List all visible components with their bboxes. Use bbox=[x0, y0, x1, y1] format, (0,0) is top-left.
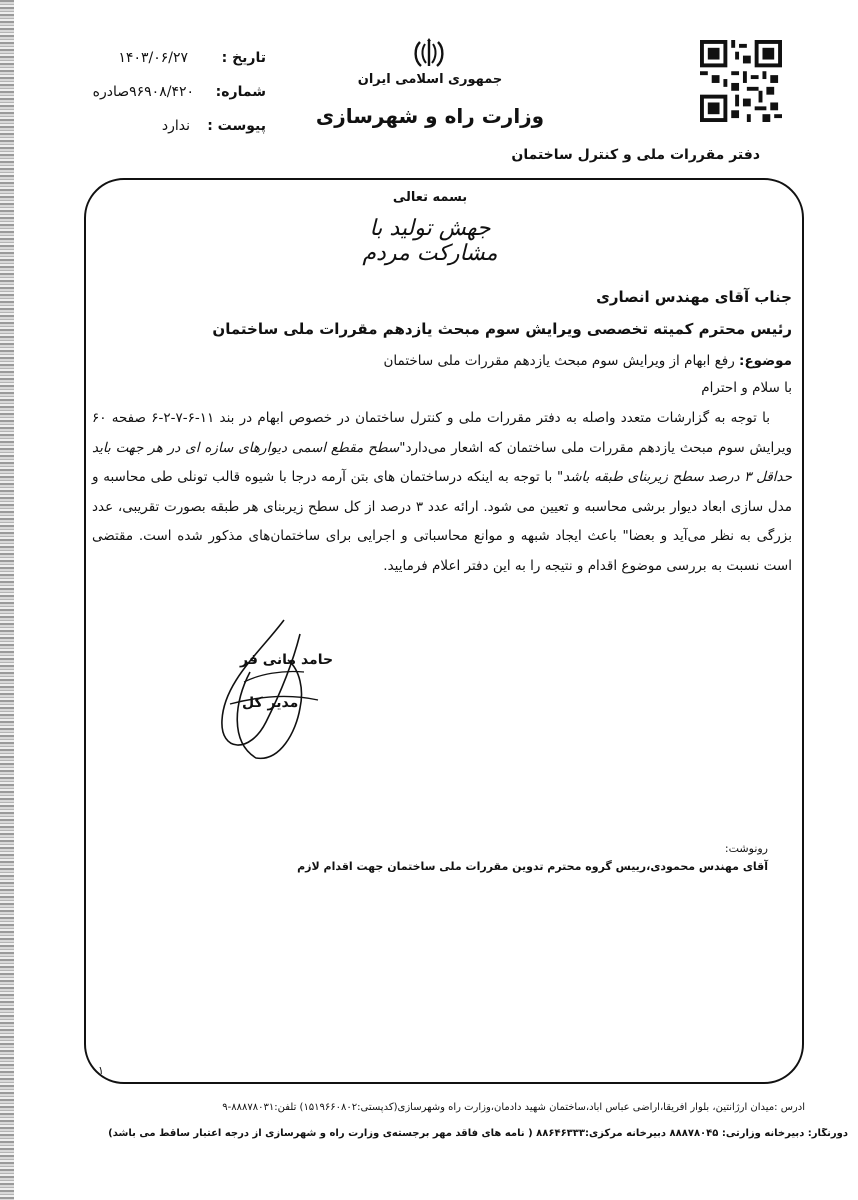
republic-name: جمهوری اسلامی ایران bbox=[357, 72, 503, 87]
footer-note: دورنگار: دبیرخانه وزارتی: ۸۸۸۷۸۰۴۵ دبیرخانه مرکزی:۸۸۶۴۶۳۳۳ ( نامه های فاقد مهر برجسته‌ی وزارت راه و شهرسازی از درجه اعتبار ساقط می باشد) bbox=[108, 1128, 848, 1139]
department-name: دفتر مقررات ملی و کنترل ساختمان bbox=[511, 147, 760, 163]
iran-emblem-icon bbox=[412, 38, 446, 70]
subject-text: رفع ابهام از ویرایش سوم مبحث یازدهم مقررات ملی ساختمان bbox=[383, 353, 735, 369]
subject-line bbox=[384, 353, 793, 369]
page-number: ۱ bbox=[98, 1064, 104, 1077]
signatory-name: حامد مانی فر bbox=[240, 652, 334, 668]
body-part-2: " با توجه به اینکه درساختمان های بتن آرمه درجا با شیوه قالب تونلی طی محاسبه و مدل سازی ابعاد دیوار برشی محاسبه و تعیین می شود. ارائه عدد ۳ درصد از کل سطح زیربنای هر طبقه بصورت تقریبی، عدد بزرگی به نظر می‌آید و بعضا" باعث ایجاد شبهه و موانع محاسباتی و اجرایی برای ساختمان‌های مذکور شده است. مقتضی است نسبت به بررسی موضوع اقدام و نتیجه را به این دفتر اعلام فرمایید. bbox=[92, 469, 793, 574]
signatory-title: مدیر کل bbox=[242, 695, 299, 711]
date-value: ۱۴۰۳/۰۶/۲۷ bbox=[118, 50, 188, 66]
body-part-1: با توجه به گزارشات متعدد واصله به دفتر مقررات ملی و کنترل ساختمان در خصوص ابهام در بند ۱۱-۶-۷-۲-۶ صفحه ۶۰ ویرایش سوم مبحث یازدهم مقررات ملی ساختمان که اشعار می‌دارد" bbox=[92, 410, 792, 456]
besmellah: بسمه تعالی bbox=[392, 190, 468, 205]
qr-code-icon bbox=[700, 40, 782, 122]
body-quote: سطح مقطع اسمی دیوارهای سازه ای در هر جهت باید حداقل ۳ درصد سطح زیربنای طبقه باشد bbox=[92, 439, 792, 485]
slogan: جهش تولید با مشارکت مردم bbox=[362, 216, 498, 266]
date-label: تاریخ : bbox=[221, 50, 266, 66]
cc-label: رونوشت: bbox=[724, 842, 768, 855]
number-value: ۹۶۹۰۸/۴۲۰صادره bbox=[92, 84, 194, 100]
footer-address: آدرس :میدان آرژانتین، بلوار آفریقا،اراضی عباس آباد،ساختمان شهید دادمان،وزارت راه وشهرسازی(کدپستی:۱۵۱۹۶۶۰۸۰۲) تلفن:۸۸۸۷۸۰۳۱-۹ bbox=[222, 1102, 805, 1113]
cc-text: آقای مهندس محمودی،رییس گروه محترم تدوین مقررات ملی ساختمان جهت اقدام لازم bbox=[297, 860, 768, 873]
greeting: با سلام و احترام bbox=[701, 380, 792, 396]
attachment-value: ندارد bbox=[161, 118, 190, 134]
signature-scribble bbox=[200, 612, 330, 762]
ministry-name: وزارت راه و شهرسازی bbox=[315, 104, 545, 128]
attachment-label: پیوست : bbox=[207, 118, 266, 134]
letter-body bbox=[92, 404, 792, 581]
number-label: شماره: bbox=[215, 84, 266, 100]
recipient: جناب آقای مهندس انصاری bbox=[596, 288, 792, 306]
letter-frame bbox=[84, 178, 804, 1084]
scan-edge bbox=[0, 0, 14, 1200]
recipient-title: رئیس محترم کمیته تخصصی ویرایش سوم مبحث یازدهم مقررات ملی ساختمان bbox=[212, 320, 792, 338]
subject-label: موضوع: bbox=[739, 353, 792, 369]
